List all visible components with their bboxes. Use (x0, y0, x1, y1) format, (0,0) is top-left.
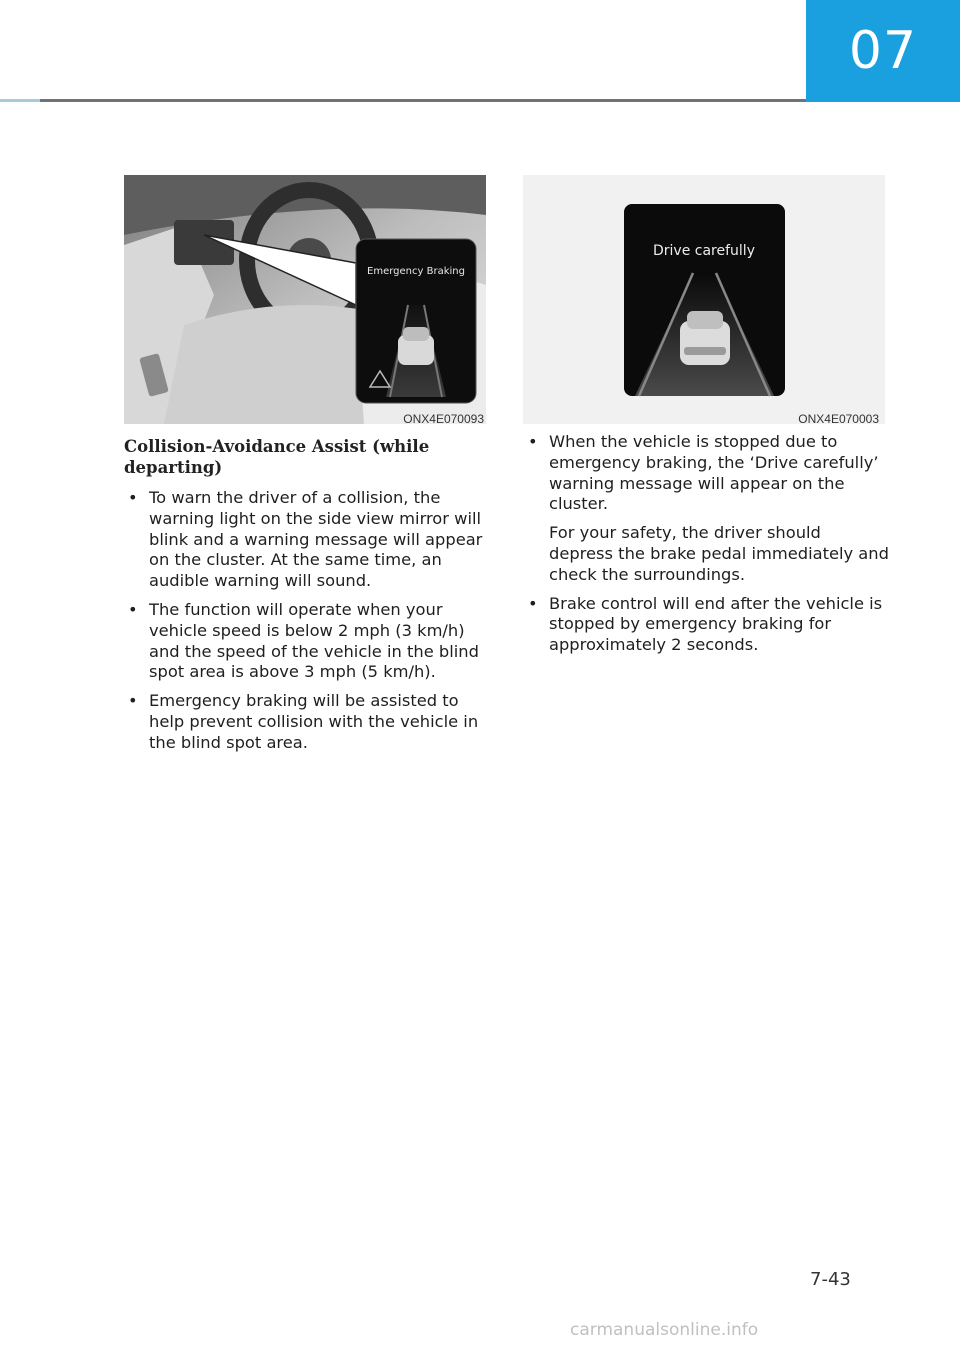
left-column (124, 432, 490, 762)
chapter-tab (806, 0, 960, 102)
header-rule-accent (0, 99, 40, 102)
header-rule (0, 99, 806, 102)
list-item: • To warn the driver of a collision, the warning light on the side view mirror will blink and a warning message will appear on the cluster. At the same time, an audible warning will sound. (128, 488, 483, 591)
figure-interior-emergency-braking (124, 175, 486, 424)
page-number: 7-43 (810, 1269, 851, 1290)
right-column (524, 432, 890, 664)
right-bullet-list (524, 432, 890, 656)
bullet-glyph: • (528, 593, 538, 613)
chapter-number: 07 (848, 21, 918, 81)
watermark: carmanualsonline.info (570, 1320, 759, 1340)
list-item: • Emergency braking will be assisted to help prevent collision with the vehicle in the blind spot area. (128, 691, 479, 752)
bullet-glyph: • (528, 432, 538, 451)
figure-code: ONX4E070003 (798, 412, 879, 426)
figure-cluster-drive-carefully (523, 175, 885, 424)
interior-illustration (124, 175, 486, 424)
list-item: • Brake control will end after the vehicle is stopped by emergency braking for approximately 2 seconds. (528, 593, 883, 655)
cluster-illustration (523, 175, 885, 424)
list-item: • When the vehicle is stopped due to emergency braking, the ‘Drive carefully’ warning message will appear on the cluster. For your safety, the driver should depress the brake pedal immediately and check the surroundings. (528, 432, 889, 584)
list-item: • The function will operate when your vehicle speed is below 2 mph (3 km/h) and the speed of the vehicle in the blind spot area is above 3 mph (5 km/h). (128, 599, 479, 682)
bullet-glyph: • (128, 691, 138, 711)
screen-text-emergency-braking: Emergency Braking (367, 266, 465, 277)
screen-text-drive-carefully: Drive carefully (653, 243, 755, 259)
figure-code: ONX4E070093 (403, 412, 484, 426)
section-heading: Collision-Avoidance Assist (while departing) (124, 437, 430, 477)
left-bullet-list (124, 488, 490, 754)
bullet-glyph: • (128, 488, 138, 507)
bullet-glyph: • (128, 599, 138, 619)
